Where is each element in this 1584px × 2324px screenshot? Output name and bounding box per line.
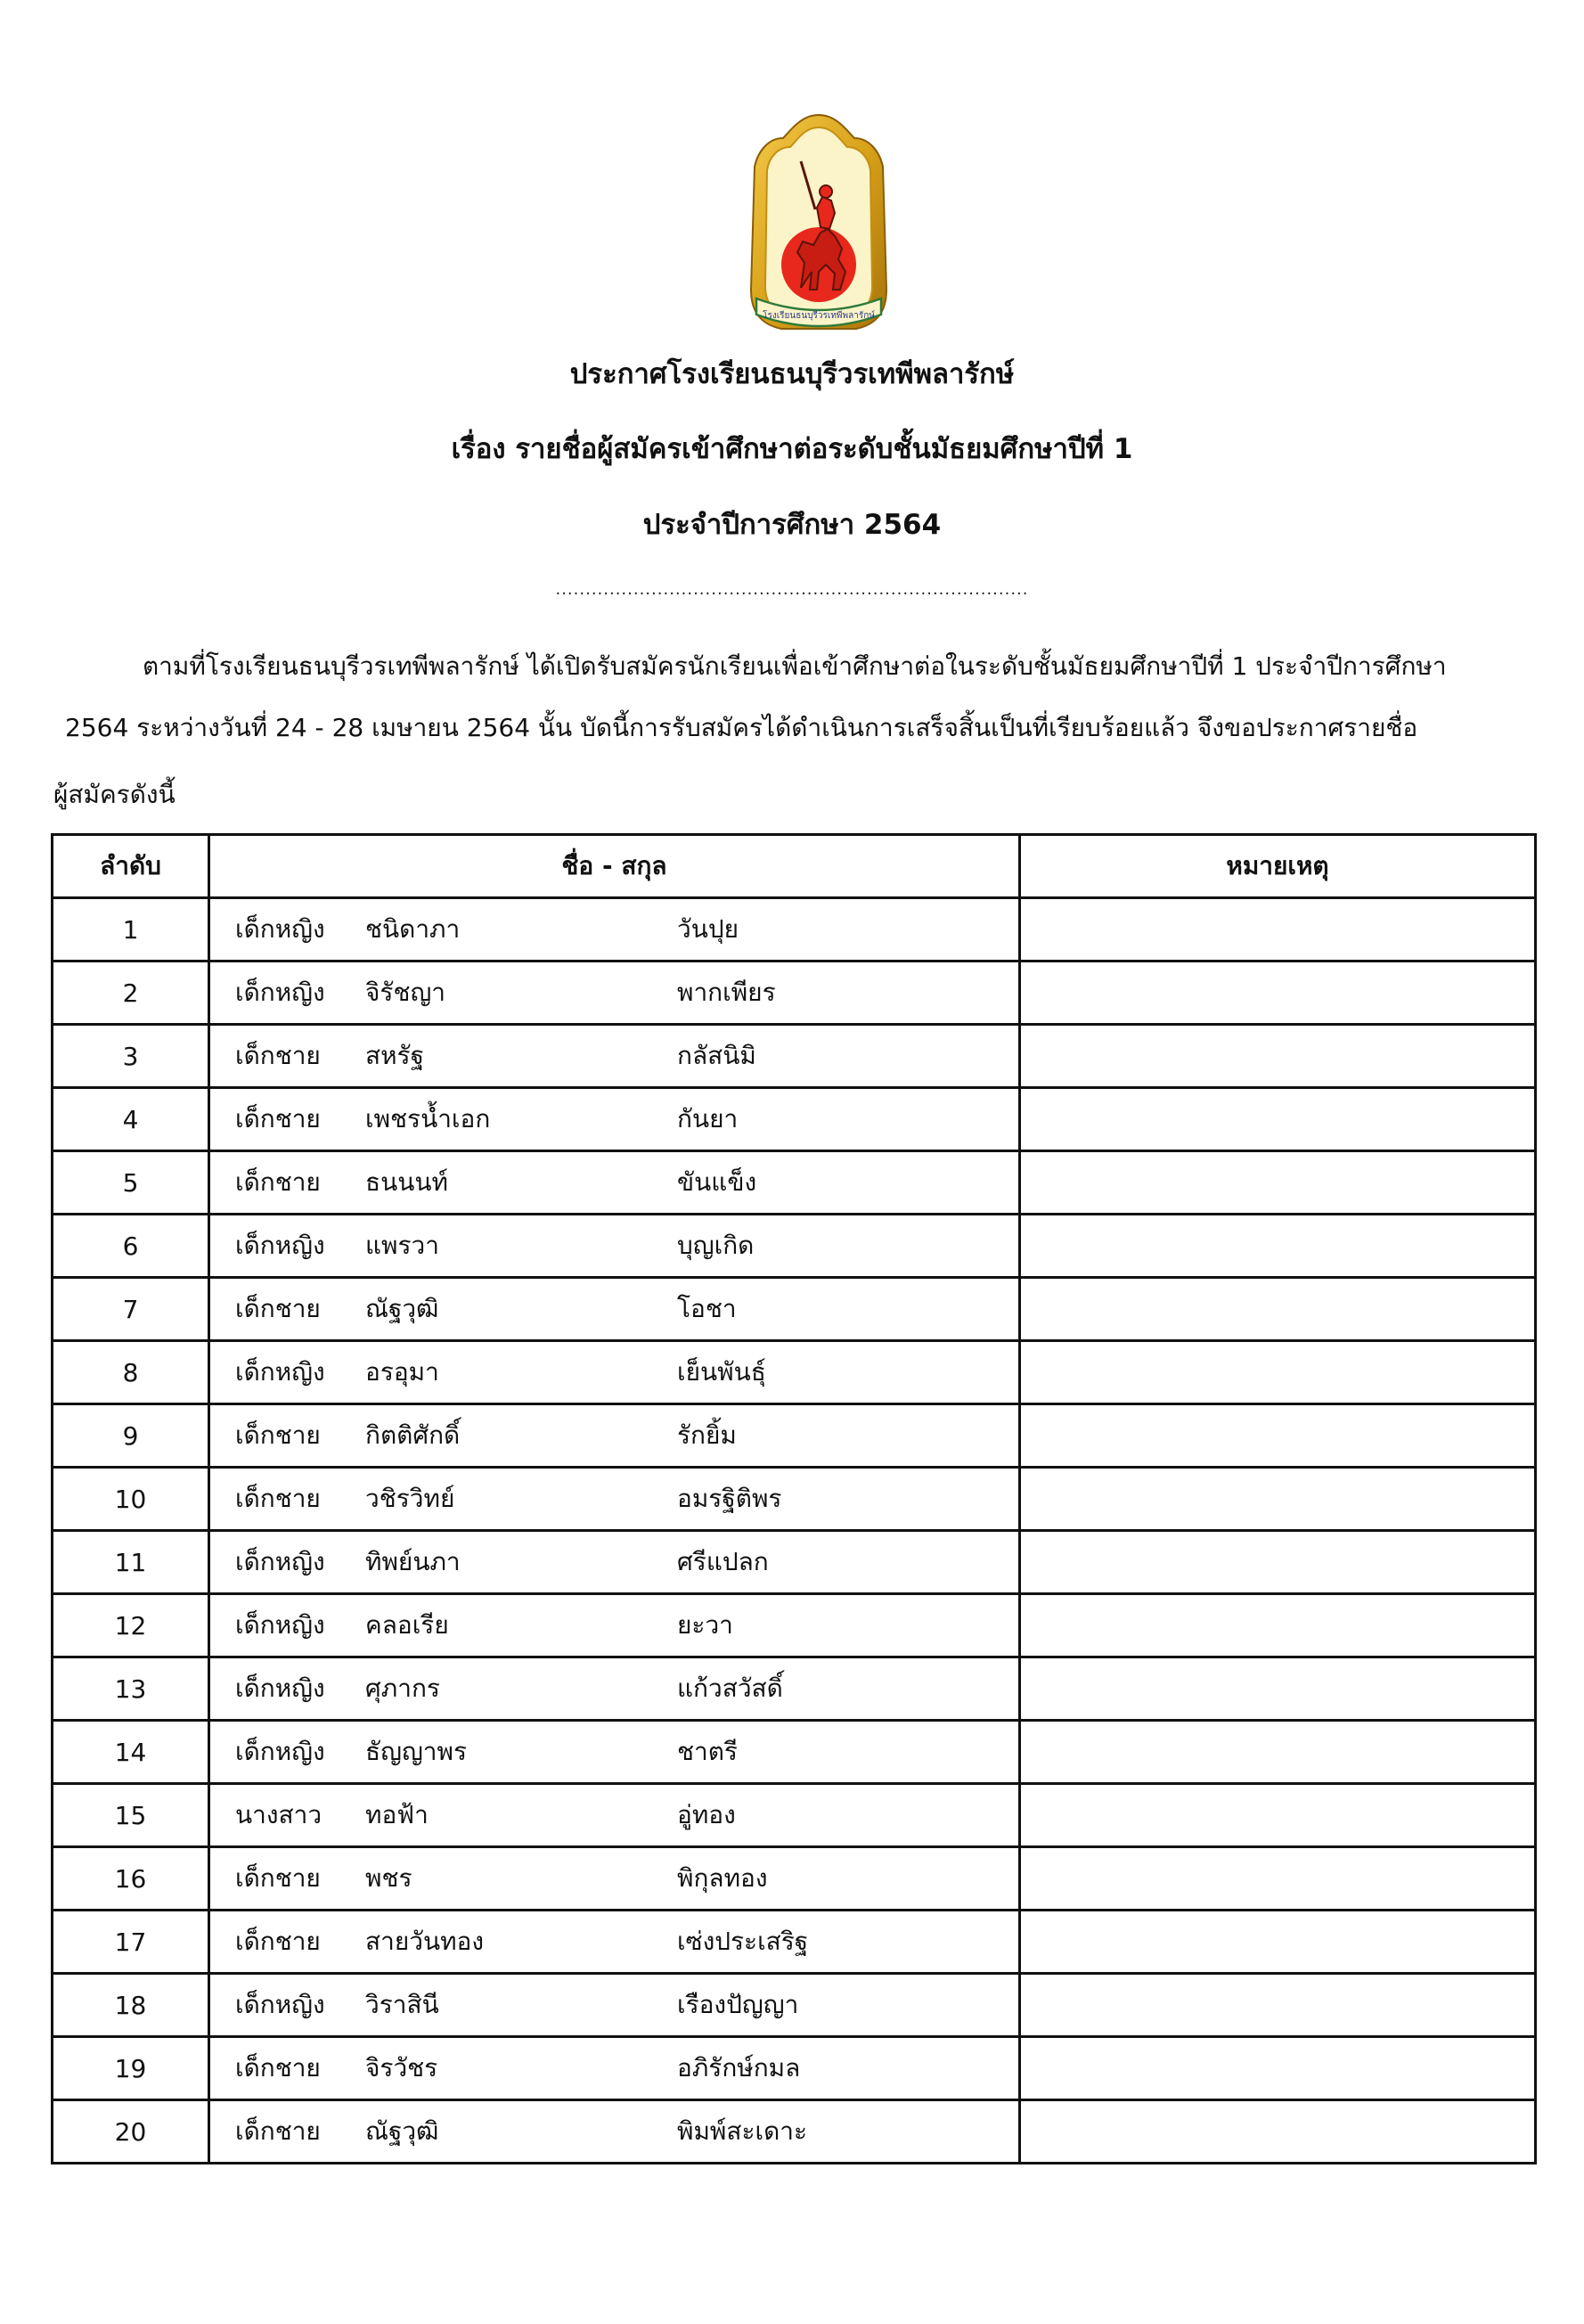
row-remark [1020,1531,1536,1594]
header-fullname: ชื่อ - สกุล [209,835,1020,898]
table-row [53,1784,1536,1847]
row-fullname [209,1721,1020,1784]
row-firstname: ธัญญาพร [365,1737,468,1766]
row-order: 20 [53,2100,209,2164]
row-lastname: อู่ทอง [677,1800,736,1829]
row-prefix: เด็กหญิง [235,1357,325,1387]
row-firstname: คลอเรีย [365,1610,449,1640]
row-fullname [209,898,1020,962]
row-order: 17 [53,1911,209,1974]
table-row [53,1088,1536,1151]
announcement-year: ประจำปีการศึกษา 2564 [642,509,942,541]
row-prefix: เด็กหญิง [235,1737,325,1766]
row-lastname: เรืองปัญญา [677,1990,799,2019]
table-row [53,1721,1536,1784]
announcement-subject: เรื่อง รายชื่อผู้สมัครเข้าศึกษาต่อระดับชั้นมัธยมศึกษาปีที่ 1 [451,433,1133,465]
row-order: 8 [53,1341,209,1404]
table-row [53,962,1536,1025]
table-row [53,1341,1536,1404]
row-fullname [209,1974,1020,2037]
row-prefix: เด็กหญิง [235,1990,325,2019]
table-body [53,898,1536,2164]
table-row [53,1468,1536,1531]
table-row [53,1404,1536,1468]
row-fullname [209,1531,1020,1594]
row-fullname [209,2037,1020,2100]
table-row [53,1847,1536,1911]
row-firstname: ทิพย์นภา [365,1547,461,1576]
row-prefix: เด็กหญิง [235,1231,325,1260]
row-firstname: ธนนนท์ [365,1167,448,1197]
row-remark [1020,1784,1536,1847]
row-fullname [209,1468,1020,1531]
row-fullname [209,1278,1020,1341]
row-prefix: เด็กชาย [235,1041,321,1070]
row-prefix: เด็กหญิง [235,1673,325,1703]
row-remark [1020,1025,1536,1088]
row-lastname: อมรฐิติพร [677,1484,782,1513]
row-firstname: พชร [365,1863,412,1893]
row-lastname: กันยา [677,1104,739,1133]
row-fullname [209,1657,1020,1721]
row-order: 19 [53,2037,209,2100]
row-firstname: อรอุมา [365,1357,439,1387]
row-firstname: ชนิดาภา [365,914,461,944]
row-lastname: แก้วสวัสดิ์ [677,1673,783,1703]
table-row [53,1594,1536,1657]
row-fullname [209,1341,1020,1404]
row-prefix: เด็กหญิง [235,1610,325,1640]
table-row [53,1657,1536,1721]
row-prefix: เด็กชาย [235,1927,321,1956]
row-remark [1020,1278,1536,1341]
header-remark: หมายเหตุ [1020,835,1536,898]
body-paragraph-line-3: ผู้สมัครดังนี้ [53,780,176,809]
table-row [53,1278,1536,1341]
row-order: 11 [53,1531,209,1594]
row-order: 3 [53,1025,209,1088]
row-remark [1020,1594,1536,1657]
row-order: 16 [53,1847,209,1911]
row-order: 6 [53,1215,209,1278]
row-remark [1020,898,1536,962]
row-prefix: เด็กชาย [235,1484,321,1513]
body-paragraph-line-2: 2564 ระหว่างวันที่ 24 - 28 เมษายน 2564 นั้น บัดนี้การรับสมัครได้ดำเนินการเสร็จสิ้นเป็นที่เรียบร้อยแล้ว จึงขอประกาศรายชื่อ [65,713,1418,742]
row-firstname: ณัฐวุฒิ [365,1294,439,1323]
row-prefix: เด็กชาย [235,1863,321,1893]
row-prefix: เด็กหญิง [235,914,325,944]
table-row [53,1911,1536,1974]
row-lastname: กลัสนิมิ [677,1041,756,1070]
row-order: 9 [53,1404,209,1468]
row-prefix: เด็กชาย [235,2053,321,2083]
row-fullname [209,1025,1020,1088]
table-row [53,2037,1536,2100]
row-firstname: จิรวัชร [365,2053,438,2083]
row-prefix: เด็กชาย [235,1167,321,1197]
row-lastname: รักยิ้ม [677,1420,737,1450]
row-fullname [209,1911,1020,1974]
row-lastname: พิมพ์สะเดาะ [677,2116,808,2146]
row-prefix: เด็กชาย [235,1104,321,1133]
table-header-row [53,835,1536,898]
row-lastname: เย็นพันธุ์ [677,1357,766,1387]
row-fullname [209,1594,1020,1657]
table-row [53,898,1536,962]
dotted-separator: ............................................................................... [555,580,1029,599]
row-fullname [209,1088,1020,1151]
row-remark [1020,1468,1536,1531]
row-fullname [209,1151,1020,1215]
row-firstname: ทอฟ้า [365,1800,429,1829]
header-order: ลำดับ [53,835,209,898]
row-remark [1020,2037,1536,2100]
row-order: 14 [53,1721,209,1784]
row-lastname: ศรีแปลก [677,1547,769,1576]
emblem-ribbon-text: โรงเรียนธนบุรีวรเทพีพลารักษ์ [763,311,875,321]
row-remark [1020,1088,1536,1151]
row-prefix: เด็กชาย [235,1420,321,1450]
school-emblem-icon [739,111,899,345]
row-firstname: แพรวา [365,1231,439,1260]
row-remark [1020,1974,1536,2037]
row-order: 13 [53,1657,209,1721]
row-fullname [209,2100,1020,2164]
row-fullname [209,1404,1020,1468]
row-lastname: พิกุลทอง [677,1863,768,1893]
table-row [53,1215,1536,1278]
row-firstname: ศุภากร [365,1673,440,1703]
row-firstname: กิตติศักดิ์ [365,1420,461,1450]
row-fullname [209,1215,1020,1278]
row-order: 12 [53,1594,209,1657]
row-order: 1 [53,898,209,962]
row-remark [1020,1911,1536,1974]
row-order: 10 [53,1468,209,1531]
row-prefix: เด็กชาย [235,2116,321,2146]
row-lastname: อภิรักษ์กมล [677,2053,801,2083]
applicant-table [51,833,1537,2164]
row-remark [1020,1215,1536,1278]
row-firstname: สหรัฐ [365,1041,425,1070]
row-lastname: ขันแข็ง [677,1167,757,1197]
row-order: 7 [53,1278,209,1341]
row-remark [1020,1404,1536,1468]
row-fullname [209,962,1020,1025]
row-remark [1020,1847,1536,1911]
announcement-title: ประกาศโรงเรียนธนบุรีวรเทพีพลารักษ์ [569,358,1015,390]
row-prefix: เด็กหญิง [235,978,325,1007]
body-paragraph-line-1: ตามที่โรงเรียนธนบุรีวรเทพีพลารักษ์ ได้เปิดรับสมัครนักเรียนเพื่อเข้าศึกษาต่อในระดับชั้นมัธยมศึกษาปีที่ 1 ประจำปีการศึกษา [143,651,1447,681]
row-order: 4 [53,1088,209,1151]
row-lastname: พากเพียร [677,978,776,1007]
row-firstname: ณัฐวุฒิ [365,2116,439,2146]
row-order: 2 [53,962,209,1025]
table-row [53,1025,1536,1088]
row-remark [1020,2100,1536,2164]
row-firstname: วิราสินี [365,1990,439,2019]
row-lastname: ชาตรี [677,1737,738,1766]
row-remark [1020,962,1536,1025]
row-lastname: ยะวา [677,1610,733,1640]
row-prefix: เด็กชาย [235,1294,321,1323]
row-firstname: จิรัชญา [365,978,446,1007]
table-row [53,1531,1536,1594]
row-remark [1020,1721,1536,1784]
row-firstname: เพชรน้ำเอก [365,1104,491,1133]
row-remark [1020,1151,1536,1215]
row-order: 15 [53,1784,209,1847]
row-prefix: นางสาว [235,1800,323,1829]
row-prefix: เด็กหญิง [235,1547,325,1576]
row-fullname [209,1847,1020,1911]
row-lastname: โอชา [677,1294,737,1323]
table-row [53,1151,1536,1215]
row-order: 18 [53,1974,209,2037]
row-firstname: วชิรวิทย์ [365,1484,455,1513]
table-row [53,2100,1536,2164]
row-firstname: สายวันทอง [365,1927,485,1956]
row-lastname: เซ่งประเสริฐ [677,1927,809,1956]
row-lastname: บุญเกิด [677,1231,755,1260]
table-row [53,1974,1536,2037]
row-order: 5 [53,1151,209,1215]
row-lastname: วันปุย [677,914,739,944]
row-remark [1020,1657,1536,1721]
row-remark [1020,1341,1536,1404]
row-fullname [209,1784,1020,1847]
